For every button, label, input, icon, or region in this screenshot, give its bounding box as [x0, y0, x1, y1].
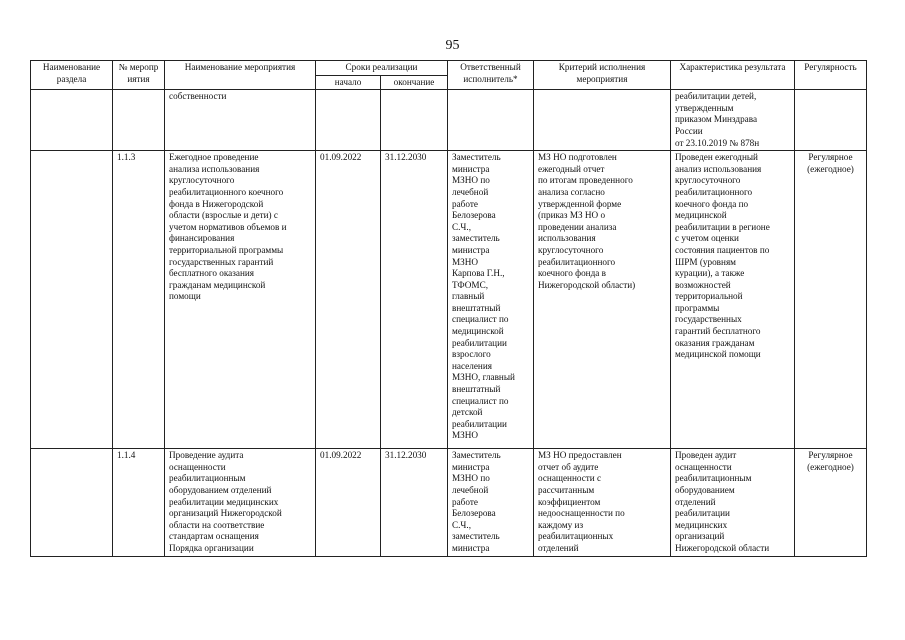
- cell-start: 01.09.2022: [316, 151, 381, 449]
- page-number: 95: [445, 38, 460, 53]
- cell-regularity: Регулярное (ежегодное): [795, 151, 867, 449]
- header-regularity: Регулярность: [795, 61, 867, 90]
- cell-responsible: Заместитель министра МЗНО по лечебной работе Белозерова С.Ч., заместитель министра МЗНО Карпова Г.Н., ТФОМС, главный внештатный специалист по медицинской реабилитации взрослого населения МЗНО, главный внештатный специалист по детской реабилитации МЗНО: [448, 151, 534, 449]
- cell-result: Проведен ежегодный анализ использования круглосуточного реабилитационного коечного фонда по медицинской реабилитации в регионе с учетом оценки состояния пациентов по ШРМ (уровням курации), а также возможностей территориальной программы государственных гарантий бесплатного оказания гражданам медицинской помощи: [671, 151, 795, 449]
- cell-regularity: Регулярное (ежегодное): [795, 449, 867, 556]
- header-terms: Сроки реализации: [316, 61, 448, 76]
- cell-responsible: Заместитель министра МЗНО по лечебной работе Белозерова С.Ч., заместитель министра: [448, 449, 534, 556]
- cell-start: 01.09.2022: [316, 449, 381, 556]
- cell-responsible: [448, 90, 534, 151]
- header-section: Наименование раздела: [31, 61, 113, 90]
- cell-section: [31, 449, 113, 556]
- table-row: [31, 151, 867, 449]
- cell-num: 1.1.3: [113, 151, 165, 449]
- cell-criterion: МЗ НО предоставлен отчет об аудите оснащенности с рассчитанным коэффициентом недооснащенности по каждому из реабилитационных отделений: [534, 449, 671, 556]
- table-row: [31, 90, 867, 151]
- cell-event: Проведение аудита оснащенности реабилитационным оборудованием отделений реабилитации медицинских организаций Нижегородской области на соответствие стандартам оснащения Порядка организации: [165, 449, 316, 556]
- header-start: начало: [316, 75, 381, 90]
- cell-event: собственности: [165, 90, 316, 151]
- header-criterion: Критерий исполнения мероприятия: [534, 61, 671, 90]
- header-result: Характеристика результата: [671, 61, 795, 90]
- header-end: окончание: [381, 75, 448, 90]
- header-event: Наименование мероприятия: [165, 61, 316, 90]
- events-table: [30, 60, 867, 557]
- cell-criterion: [534, 90, 671, 151]
- table-header-row: [31, 61, 867, 76]
- cell-result: реабилитации детей, утвержденным приказом Минздрава России от 23.10.2019 № 878н: [671, 90, 795, 151]
- cell-regularity: [795, 90, 867, 151]
- cell-end: 31.12.2030: [381, 151, 448, 449]
- cell-criterion: МЗ НО подготовлен ежегодный отчет по итогам проведенного анализа согласно утвержденной форме (приказ МЗ НО о проведении анализа использования круглосуточного реабилитационного коечного фонда в Нижегородской области): [534, 151, 671, 449]
- cell-section: [31, 90, 113, 151]
- cell-num: 1.1.4: [113, 449, 165, 556]
- cell-section: [31, 151, 113, 449]
- header-num: № меропр иятия: [113, 61, 165, 90]
- cell-num: [113, 90, 165, 151]
- header-responsible: Ответственный исполнитель*: [448, 61, 534, 90]
- cell-end: 31.12.2030: [381, 449, 448, 556]
- cell-end: [381, 90, 448, 151]
- table-row: [31, 449, 867, 556]
- cell-start: [316, 90, 381, 151]
- cell-event: Ежегодное проведение анализа использования круглосуточного реабилитационного коечного фонда в Нижегородской области (взрослые и дети) с учетом нормативов объемов и финансирования территориальной программы государственных гарантий бесплатного оказания гражданам медицинской помощи: [165, 151, 316, 449]
- cell-result: Проведен аудит оснащенности реабилитационным оборудованием отделений реабилитации медицинских организаций Нижегородской области: [671, 449, 795, 556]
